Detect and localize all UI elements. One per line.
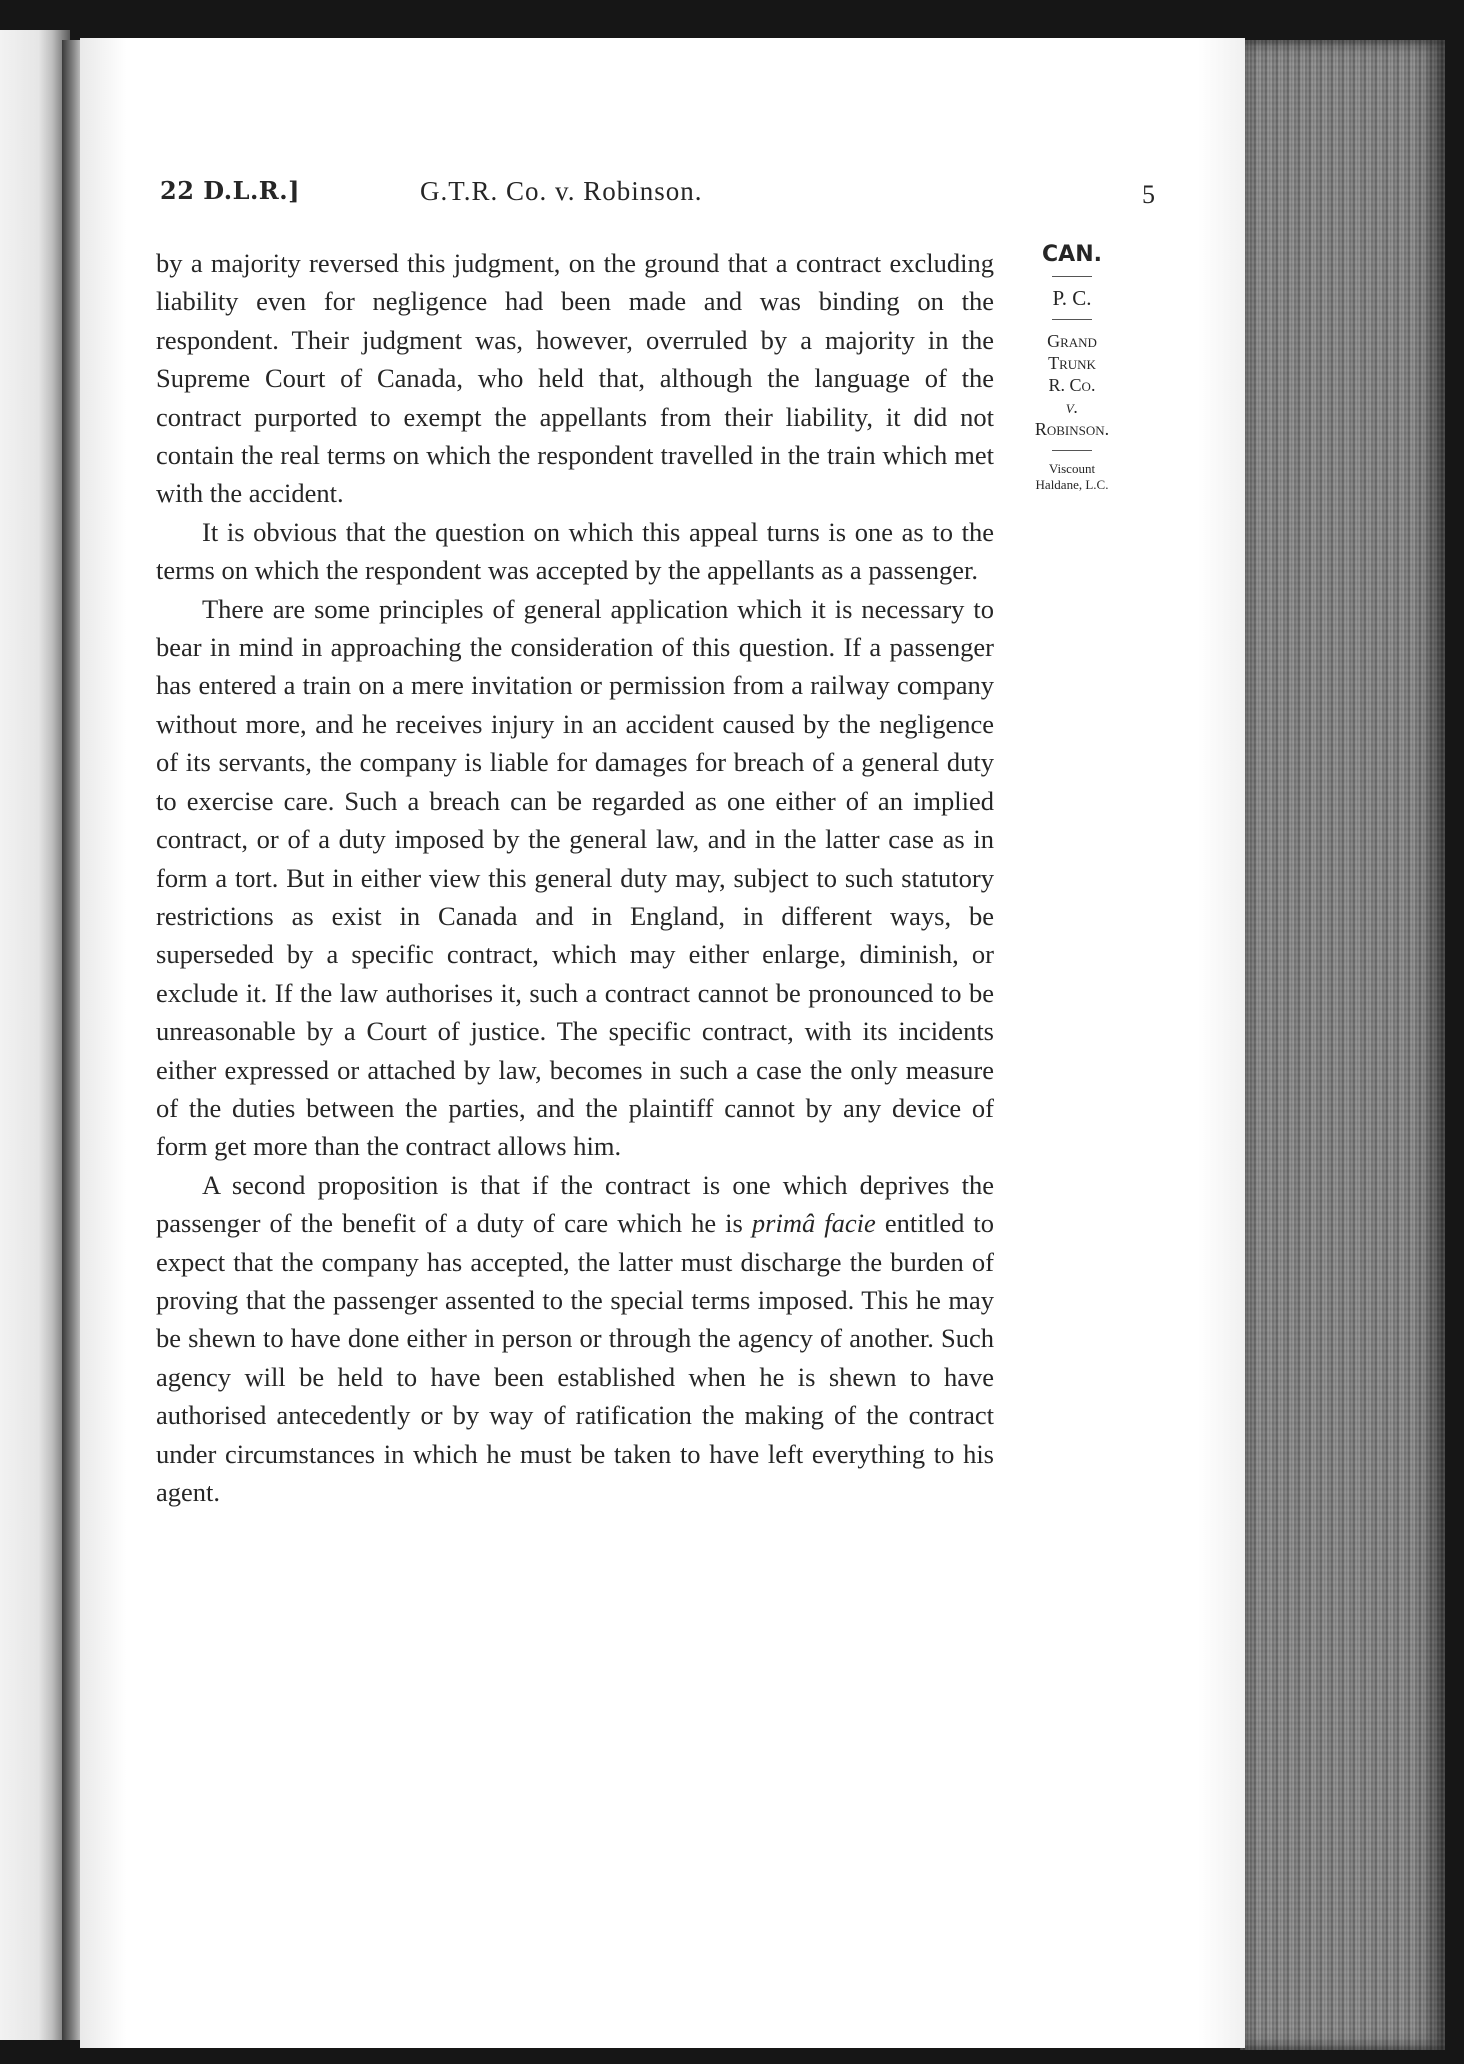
running-head: [160, 176, 1170, 216]
paragraph-4-start: A second proposition is that if the contract is one which deprives the passenger of the benefit of a duty of care which he is: [156, 1169, 994, 1239]
page-block-edges: [1240, 40, 1445, 2050]
case-name-line: Robinson.: [1034, 419, 1110, 439]
paragraph-3: There are some principles of general application which it is necessary to bear in mind in approaching the consideration of this question. If a passenger has entered a train on a mere invitation or permission from a railway company without more, and he receives injury in an accident caused by the negligence of its servants, the company is liable for damages for breach of a general duty to exercise care. Such a breach can be regarded as one either of an implied contract, or of a duty imposed by the general law, and in the latter case as in form a tort. But in either view this general duty may, subject to such statutory restrictions as exist in Canada and in England, in different ways, be superseded by a specific contract, which may either enlarge, diminish, or exclude it. If the law authorises it, such a contract cannot be pronounced to be unreasonable by a Court of justice. The specific contract, with its incidents either expressed or attached by law, becomes in such a case the only measure of the duties between the parties, and the plaintiff cannot by any device of form get more than the contract allows him.: [156, 593, 994, 1162]
paragraph-4: [156, 1166, 994, 1512]
jurisdiction-label: CAN.: [1042, 242, 1102, 267]
margin-note: [1012, 244, 1132, 493]
case-name-line: Trunk: [1048, 353, 1096, 373]
margin-rule: [1052, 319, 1092, 320]
versus-label: v.: [1065, 397, 1079, 417]
margin-rule: [1052, 450, 1092, 451]
paragraph-4-end: entitled to expect that the company has accepted, the latter must discharge the burden of proving that the passenger assented to the special terms imposed. This he may be shewn to have done either in person or through the agency of another. Such agency will be held to have been established when he is shewn to have authorised antecedently or by way of ratification the making of the contract under circumstances in which he must be taken to have left everything to his agent.: [156, 1208, 995, 1507]
margin-rule: [1052, 276, 1092, 277]
judge-name-line: Haldane, L.C.: [1035, 477, 1109, 492]
paragraph-1: by a majority reversed this judgment, on the ground that a contract excluding liability even for negligence had been made and was binding on the respondent. Their judgment was, however, overruled by a majority in the Supreme Court of Canada, who held that, although the language of the contract purported to exempt the appellants from their liability, it did not contain the real terms on which the respondent travelled in the train which met with the accident.: [156, 248, 994, 509]
italic-phrase: primâ facie: [751, 1208, 876, 1239]
volume-reference: 22 D.L.R.]: [160, 176, 300, 205]
court-label: P. C.: [1052, 286, 1092, 310]
book-gutter: [62, 40, 82, 2040]
paragraph-2: It is obvious that the question on which this appeal turns is one as to the terms on which the respondent was accepted by the appellants as a passenger.: [156, 516, 994, 586]
body-text: [156, 244, 994, 1511]
case-title: G.T.R. Co. v. Robinson.: [420, 176, 703, 206]
case-name-line: Grand: [1047, 331, 1097, 351]
page-number: 5: [1142, 180, 1155, 209]
judge-name: [1012, 461, 1132, 493]
judge-name-line: Viscount: [1048, 461, 1096, 476]
case-name: [1012, 330, 1132, 440]
previous-page-edge: [0, 30, 70, 2040]
case-name-line: R. Co.: [1048, 375, 1096, 395]
